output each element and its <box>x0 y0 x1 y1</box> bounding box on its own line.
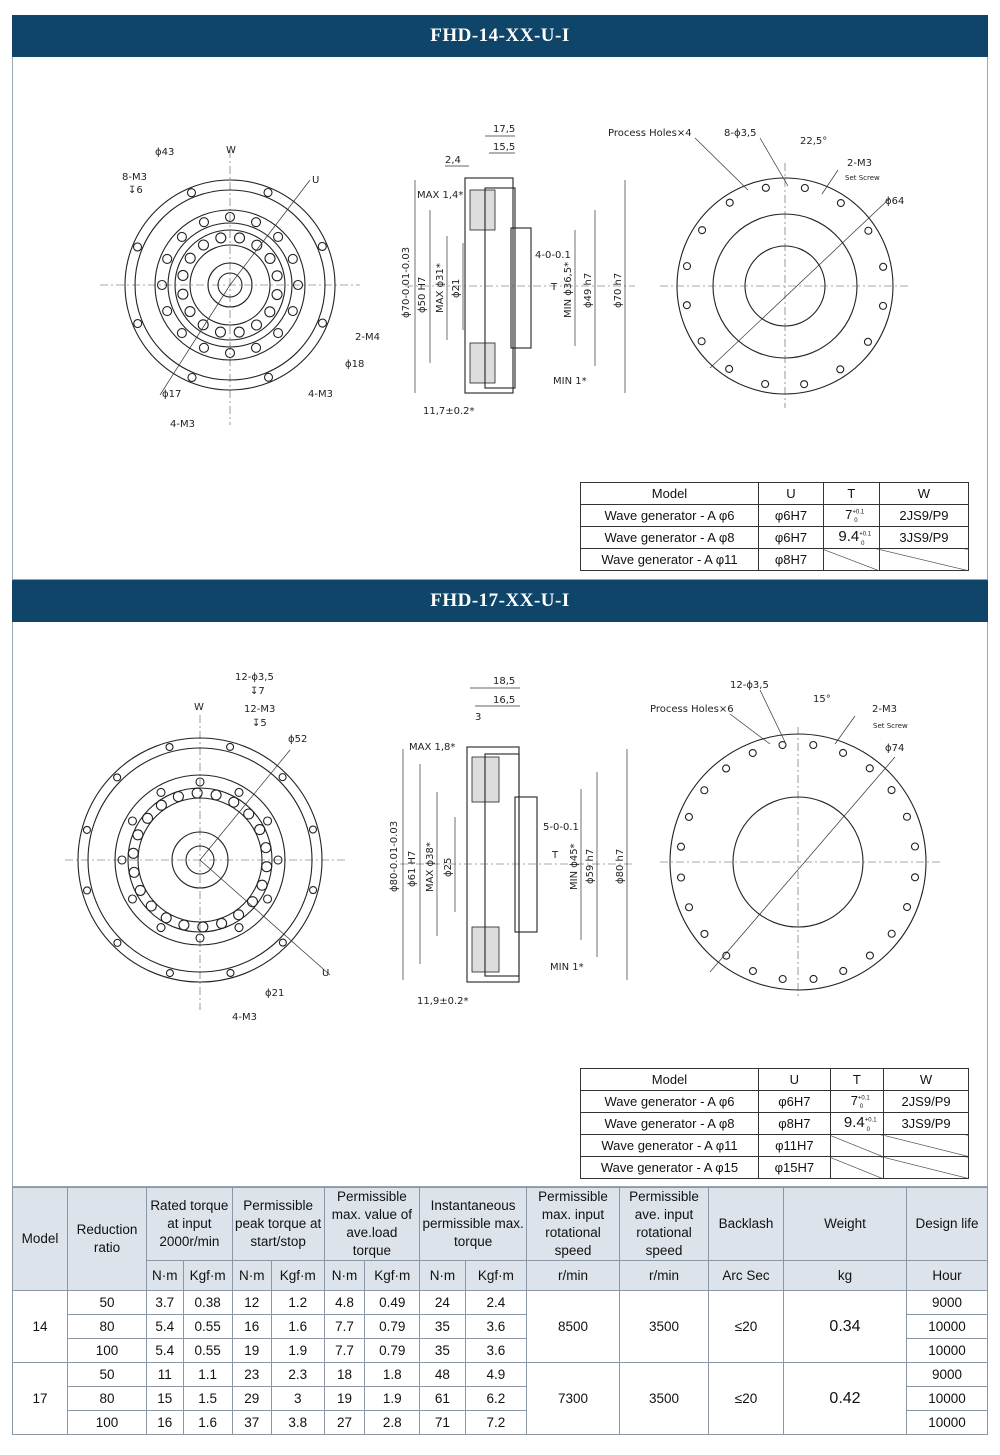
dim-label: ↧6 <box>128 185 143 196</box>
header-model: Model <box>13 1188 68 1291</box>
value-cell: 0.55 <box>183 1339 232 1363</box>
t-cell <box>823 505 879 527</box>
dim-label: ϕ70-0.01-0.03 <box>401 246 412 318</box>
dim-label: W <box>226 145 236 156</box>
dim-label: MAX 1,4* <box>417 190 464 201</box>
table-header: T <box>823 483 879 505</box>
section-title: FHD-17-XX-U-I <box>12 580 988 622</box>
max-speed-cell: 8500 <box>527 1291 620 1363</box>
dim-label: 5-0-0.1 <box>543 822 579 833</box>
table-row <box>581 527 969 549</box>
u-cell: φ6H7 <box>759 1091 831 1113</box>
dim-label: 8-ϕ3,5 <box>724 128 757 139</box>
empty-cell <box>884 1157 969 1179</box>
dim-label: 4-M3 <box>232 1012 257 1023</box>
table-header: T <box>830 1069 883 1091</box>
table-header-row <box>13 1188 988 1261</box>
unit-cell: r/min <box>620 1261 709 1291</box>
dim-label: U <box>322 968 330 979</box>
unit-cell: N·m <box>232 1261 271 1291</box>
wave-generator-table <box>580 1068 969 1179</box>
value-cell: 23 <box>232 1363 271 1387</box>
table-header: W <box>884 1069 969 1091</box>
value-cell: 11 <box>147 1363 184 1387</box>
value-cell: 16 <box>147 1411 184 1435</box>
dim-label: ϕ21 <box>451 278 462 298</box>
table-row <box>581 1091 969 1113</box>
value-cell: 0.79 <box>365 1315 420 1339</box>
w-cell: 3JS9/P9 <box>884 1113 969 1135</box>
value-cell: 7.7 <box>324 1339 365 1363</box>
dim-label: ϕ61 H7 <box>407 850 418 887</box>
table-row <box>13 1291 988 1315</box>
ratio-cell: 80 <box>68 1387 147 1411</box>
empty-cell <box>823 549 879 571</box>
header-backlash: Backlash <box>709 1188 784 1261</box>
value-cell: 7.7 <box>324 1315 365 1339</box>
value-cell: 6.2 <box>465 1387 526 1411</box>
empty-cell <box>830 1135 883 1157</box>
table-header: Model <box>581 1069 759 1091</box>
life-cell: 9000 <box>907 1291 988 1315</box>
value-cell: 3 <box>271 1387 324 1411</box>
value-cell: 0.55 <box>183 1315 232 1339</box>
value-cell: 12 <box>232 1291 271 1315</box>
table-header: U <box>759 1069 831 1091</box>
dim-label: 8-M3 <box>122 172 147 183</box>
value-cell: 1.9 <box>365 1387 420 1411</box>
dim-label: ϕ43 <box>155 147 175 158</box>
dim-label: 3 <box>475 712 482 723</box>
model-cell: Wave generator - A φ15 <box>581 1157 759 1179</box>
table-header: Model <box>581 483 759 505</box>
value-cell: 15 <box>147 1387 184 1411</box>
empty-cell <box>830 1157 883 1179</box>
value-cell: 1.6 <box>183 1411 232 1435</box>
u-cell: φ8H7 <box>759 549 824 571</box>
back-view-labels <box>600 118 930 418</box>
value-cell: 7.2 <box>465 1411 526 1435</box>
value-cell: 61 <box>420 1387 466 1411</box>
t-value: 7 <box>845 506 853 522</box>
dim-label: MAX ϕ31* <box>435 263 446 313</box>
table-header-row <box>581 483 969 505</box>
life-cell: 10000 <box>907 1315 988 1339</box>
dim-label: ϕ80-0.01-0.03 <box>389 820 400 892</box>
ratio-cell: 50 <box>68 1291 147 1315</box>
empty-cell <box>884 1135 969 1157</box>
weight-cell: 0.42 <box>784 1363 907 1435</box>
dim-label: 16,5 <box>493 695 516 706</box>
table-row <box>581 505 969 527</box>
value-cell: 1.5 <box>183 1387 232 1411</box>
dim-label: ϕ49 h7 <box>583 272 594 308</box>
section-title: FHD-14-XX-U-I <box>12 15 988 57</box>
performance-spec-table <box>12 1187 988 1435</box>
table-row <box>13 1363 988 1387</box>
value-cell: 48 <box>420 1363 466 1387</box>
back-view-labels <box>630 672 960 1002</box>
header-weight: Weight <box>784 1188 907 1261</box>
ratio-cell: 100 <box>68 1339 147 1363</box>
table-row <box>581 549 969 571</box>
dim-label: 4-M3 <box>170 419 195 430</box>
t-tolerance-lower: 0 <box>854 518 858 525</box>
value-cell: 3.8 <box>271 1411 324 1435</box>
ratio-cell: 50 <box>68 1363 147 1387</box>
model-cell: Wave generator - A φ8 <box>581 527 759 549</box>
life-cell: 10000 <box>907 1387 988 1411</box>
dim-label: ϕ21 <box>265 988 285 999</box>
dim-label: 12-M3 <box>244 704 276 715</box>
dim-label: ϕ17 <box>162 389 182 400</box>
dim-label: ↧5 <box>252 718 267 729</box>
dim-label: ϕ52 <box>288 734 308 745</box>
dim-label: 11,7±0.2* <box>423 406 475 417</box>
u-cell: φ6H7 <box>759 527 824 549</box>
wave-generator-table <box>580 482 969 571</box>
t-cell <box>823 527 879 549</box>
w-cell: 3JS9/P9 <box>879 527 968 549</box>
value-cell: 71 <box>420 1411 466 1435</box>
value-cell: 2.8 <box>365 1411 420 1435</box>
model-cell: Wave generator - A φ11 <box>581 549 759 571</box>
dim-label: MAX ϕ38* <box>425 842 436 892</box>
value-cell: 3.6 <box>465 1339 526 1363</box>
value-cell: 35 <box>420 1339 466 1363</box>
dim-label: Process Holes×4 <box>608 128 692 139</box>
dim-label: ϕ64 <box>885 196 905 207</box>
ratio-cell: 80 <box>68 1315 147 1339</box>
backlash-cell: ≤20 <box>709 1363 784 1435</box>
dim-label: ϕ59 h7 <box>585 848 596 884</box>
value-cell: 1.8 <box>365 1363 420 1387</box>
dim-label: MIN ϕ36,5* <box>563 261 574 318</box>
ratio-cell: 100 <box>68 1411 147 1435</box>
value-cell: 1.9 <box>271 1339 324 1363</box>
max-speed-cell: 7300 <box>527 1363 620 1435</box>
value-cell: 35 <box>420 1315 466 1339</box>
dim-label: 4-0-0.1 <box>535 250 571 261</box>
model-cell: Wave generator - A φ11 <box>581 1135 759 1157</box>
header-peak-torque: Permissible peak torque at start/stop <box>232 1188 324 1261</box>
dim-label: ϕ50 H7 <box>417 276 428 313</box>
dim-label: ϕ25 <box>443 857 454 877</box>
value-cell: 19 <box>324 1387 365 1411</box>
value-cell: 5.4 <box>147 1339 184 1363</box>
t-tolerance: +0.1 <box>857 1095 870 1102</box>
dim-label: T <box>551 282 558 293</box>
value-cell: 3.7 <box>147 1291 184 1315</box>
header-ave-speed: Permissible ave. input rotational speed <box>620 1188 709 1261</box>
empty-cell <box>879 549 968 571</box>
dim-label: MIN 1* <box>553 376 587 387</box>
model-cell: 14 <box>13 1291 68 1363</box>
dim-label: 2-M3 <box>872 704 897 715</box>
unit-cell: N·m <box>324 1261 365 1291</box>
w-cell: 2JS9/P9 <box>884 1091 969 1113</box>
t-tolerance: +0.1 <box>859 531 872 538</box>
dim-label: 15° <box>813 694 831 705</box>
value-cell: 27 <box>324 1411 365 1435</box>
t-tolerance-lower: 0 <box>866 1126 870 1133</box>
t-cell <box>830 1113 883 1135</box>
table-header-row <box>581 1069 969 1091</box>
ave-speed-cell: 3500 <box>620 1291 709 1363</box>
header-ave-load-torque: Permissible max. value of ave.load torque <box>324 1188 420 1261</box>
dim-label: ϕ74 <box>885 743 905 754</box>
table-header: U <box>759 483 824 505</box>
unit-cell: Kgf·m <box>183 1261 232 1291</box>
dim-label: ϕ70 h7 <box>613 272 624 308</box>
dim-label: 12-ϕ3,5 <box>730 680 769 691</box>
dim-label: ↧7 <box>250 686 265 697</box>
dim-label: T <box>552 850 559 861</box>
value-cell: 2.3 <box>271 1363 324 1387</box>
backlash-cell: ≤20 <box>709 1291 784 1363</box>
header-design-life: Design life <box>907 1188 988 1261</box>
t-value: 9.4 <box>843 1114 865 1132</box>
value-cell: 16 <box>232 1315 271 1339</box>
model-cell: Wave generator - A φ6 <box>581 505 759 527</box>
dim-label: U <box>312 175 320 186</box>
w-cell: 2JS9/P9 <box>879 505 968 527</box>
dim-label: 11,9±0.2* <box>417 996 469 1007</box>
t-value: 7 <box>850 1092 858 1108</box>
unit-cell: Kgf·m <box>271 1261 324 1291</box>
dim-label: 12-ϕ3,5 <box>235 672 274 683</box>
dim-label: MIN ϕ45* <box>569 843 580 890</box>
value-cell: 0.49 <box>365 1291 420 1315</box>
u-cell: φ8H7 <box>759 1113 831 1135</box>
value-cell: 3.6 <box>465 1315 526 1339</box>
t-tolerance-lower: 0 <box>861 540 865 547</box>
front-view-labels <box>60 670 360 1025</box>
header-ratio: Reduction ratio <box>68 1188 147 1291</box>
dim-label: 2-M3 <box>847 158 872 169</box>
model-cell: 17 <box>13 1363 68 1435</box>
header-max-speed: Permissible max. input rotational speed <box>527 1188 620 1261</box>
unit-cell: N·m <box>147 1261 184 1291</box>
dim-label: 15,5 <box>493 142 516 153</box>
value-cell: 5.4 <box>147 1315 184 1339</box>
value-cell: 1.2 <box>271 1291 324 1315</box>
life-cell: 10000 <box>907 1411 988 1435</box>
t-tolerance-lower: 0 <box>859 1104 864 1111</box>
dim-label: 2-M4 <box>355 332 380 343</box>
dim-label: Set Screw <box>873 722 908 730</box>
u-cell: φ6H7 <box>759 505 824 527</box>
life-cell: 9000 <box>907 1363 988 1387</box>
value-cell: 19 <box>232 1339 271 1363</box>
unit-cell: Kgf·m <box>365 1261 420 1291</box>
value-cell: 37 <box>232 1411 271 1435</box>
value-cell: 4.8 <box>324 1291 365 1315</box>
unit-cell: Arc Sec <box>709 1261 784 1291</box>
value-cell: 2.4 <box>465 1291 526 1315</box>
dim-label: W <box>194 702 204 713</box>
value-cell: 1.1 <box>183 1363 232 1387</box>
unit-cell: r/min <box>527 1261 620 1291</box>
t-tolerance: +0.1 <box>864 1117 877 1124</box>
table-row <box>581 1157 969 1179</box>
value-cell: 24 <box>420 1291 466 1315</box>
ave-speed-cell: 3500 <box>620 1363 709 1435</box>
unit-cell: N·m <box>420 1261 466 1291</box>
t-value: 9.4 <box>838 528 860 546</box>
unit-cell: Kgf·m <box>465 1261 526 1291</box>
dim-label: MIN 1* <box>550 962 584 973</box>
value-cell: 1.6 <box>271 1315 324 1339</box>
value-cell: 0.38 <box>183 1291 232 1315</box>
dim-label: 4-M3 <box>308 389 333 400</box>
table-header: W <box>879 483 968 505</box>
u-cell: φ15H7 <box>759 1157 831 1179</box>
value-cell: 0.79 <box>365 1339 420 1363</box>
dim-label: 17,5 <box>493 124 516 135</box>
unit-cell: Hour <box>907 1261 988 1291</box>
dim-label: 18,5 <box>493 676 516 687</box>
dim-label: ϕ18 <box>345 359 365 370</box>
table-row <box>581 1113 969 1135</box>
t-cell <box>830 1091 883 1113</box>
model-cell: Wave generator - A φ8 <box>581 1113 759 1135</box>
dim-label: 2,4 <box>445 155 461 166</box>
weight-cell: 0.34 <box>784 1291 907 1363</box>
life-cell: 10000 <box>907 1339 988 1363</box>
dim-label: ϕ80 h7 <box>615 848 626 884</box>
dim-label: Process Holes×6 <box>650 704 734 715</box>
header-instant-torque: Instantaneous permissible max. torque <box>420 1188 527 1261</box>
dim-label: MAX 1,8* <box>409 742 456 753</box>
model-cell: Wave generator - A φ6 <box>581 1091 759 1113</box>
value-cell: 29 <box>232 1387 271 1411</box>
side-section-labels <box>375 672 645 1017</box>
table-unit-row <box>13 1261 988 1291</box>
value-cell: 18 <box>324 1363 365 1387</box>
u-cell: φ11H7 <box>759 1135 831 1157</box>
header-rated-torque: Rated torque at input 2000r/min <box>147 1188 233 1261</box>
dim-label: 22,5° <box>800 136 828 147</box>
value-cell: 4.9 <box>465 1363 526 1387</box>
front-view-labels <box>100 135 385 435</box>
table-row <box>581 1135 969 1157</box>
unit-cell: kg <box>784 1261 907 1291</box>
t-tolerance: +0.1 <box>852 509 865 516</box>
dim-label: Set Screw <box>845 174 880 182</box>
